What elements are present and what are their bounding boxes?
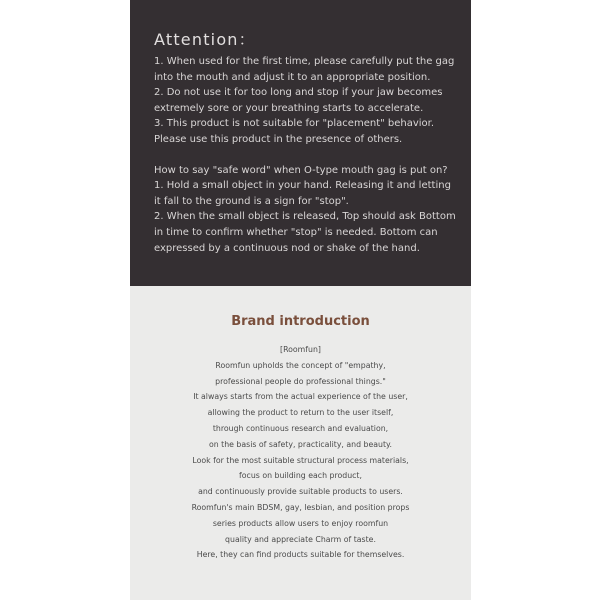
brand-line: on the basis of safety, practicality, and beauty.: [208, 439, 393, 449]
attention-panel: [130, 0, 471, 286]
brand-line: Look for the most suitable structural process materials,: [192, 455, 409, 465]
rule-line: Please use this product in the presence of others.: [154, 133, 403, 145]
brand-line: Roomfun's main BDSM, gay, lesbian, and position props: [191, 502, 410, 512]
brand-line: focus on building each product,: [239, 471, 362, 481]
safe-word-line: 1. Hold a small object in your hand. Releasing it and letting: [154, 180, 451, 192]
brand-panel: [130, 286, 471, 600]
rule-line: into the mouth and adjust it to an appropriate position.: [154, 71, 431, 83]
rule-line: extremely sore or your breathing starts to accelerate.: [154, 102, 424, 114]
brand-title: Brand introduction: [231, 314, 370, 329]
brand-line: and continuously provide suitable products to users.: [198, 487, 403, 497]
brand-line: [Roomfun]: [280, 345, 321, 354]
safe-word-line: 2. When the small object is released, Top should ask Bottom: [154, 211, 456, 223]
brand-line: quality and appreciate Charm of taste.: [225, 534, 376, 544]
brand-body: [130, 342, 471, 563]
brand-line: series products allow users to enjoy roomfun: [212, 518, 389, 528]
safe-word-line: expressed by a continuous nod or shake of the hand.: [154, 242, 420, 254]
safe-word-line: it fall to the ground is a sign for "stop".: [154, 195, 349, 207]
brand-line: Roomfun upholds the concept of "empathy,: [215, 360, 386, 370]
safe-word-line: in time to confirm whether "stop" is needed. Bottom can: [154, 226, 438, 238]
attention-title: Attention：: [154, 30, 256, 49]
brand-line: It always starts from the actual experience of the user,: [193, 392, 408, 402]
brand-line: through continuous research and evaluation,: [212, 423, 389, 433]
brand-line: professional people do professional things.": [215, 376, 386, 386]
safe-word-line: How to say "safe word" when O-type mouth gag is put on?: [154, 164, 448, 176]
rule-line: 3. This product is not suitable for "placement" behavior.: [154, 118, 435, 130]
brand-line: Here, they can find products suitable for themselves.: [196, 550, 405, 560]
attention-body: [154, 54, 459, 256]
rule-line: 1. When used for the first time, please carefully put the gag: [154, 56, 455, 67]
rule-line: 2. Do not use it for too long and stop if your jaw becomes: [154, 87, 443, 99]
brand-line: allowing the product to return to the user itself,: [207, 408, 394, 418]
paragraph-gap: [154, 148, 459, 163]
